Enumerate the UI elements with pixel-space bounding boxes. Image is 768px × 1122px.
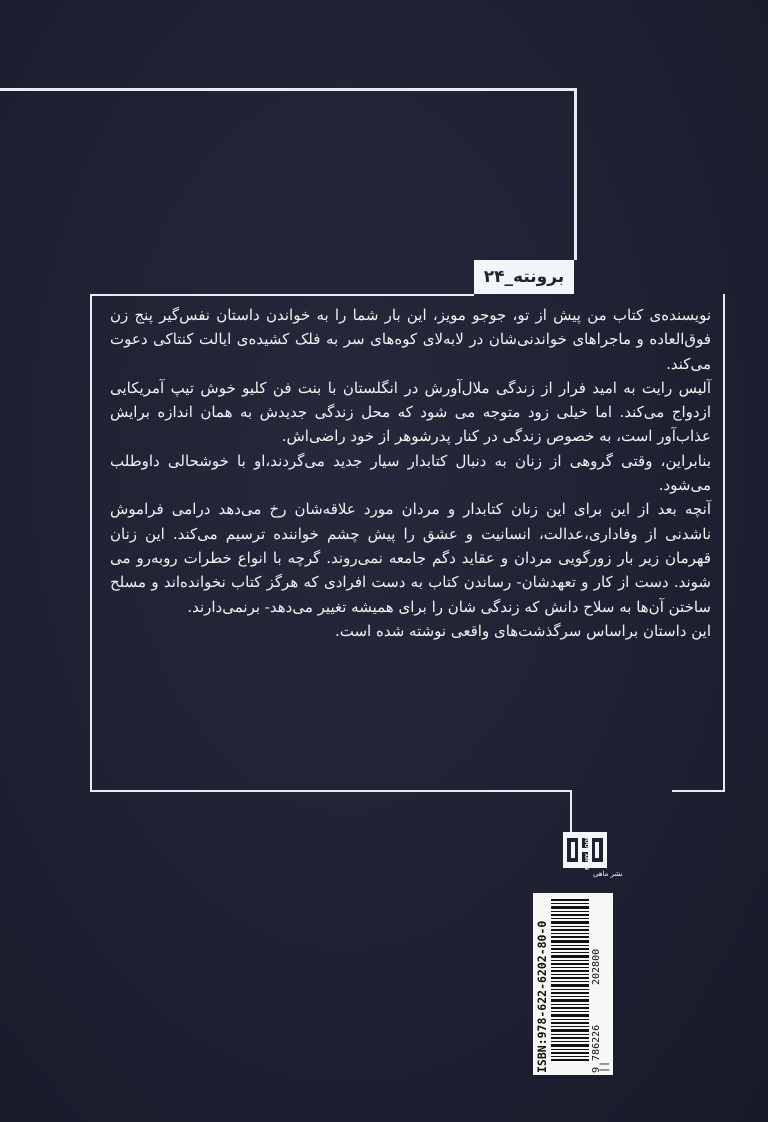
blurb-paragraph: این داستان براساس سرگذشت‌های واقعی نوشته شده است. — [334, 621, 711, 640]
blurb-paragraph: آنچه بعد از این برای این زنان کتابدار و مردان مورد علاقه‌شان رخ می‌دهد درامی فراموش ناشدنی از وفاداری،عدالت، انسانیت و عشق را پیش چشم خواننده ترسیم می‌کند. این زنان قهرمان زیر بار زورگویی مردان و عقاید دگم جامعه نمی‌روند. گرچه با انواع خطرات روبه‌رو می شوند. دست از کار و تعهدشان- رساندن کتاب به دست افرادی که هرگز کتاب نخوانده‌اند و مسلح ساختن آن‌ها به سلاح دانش که زندگی شان را برای همیشه تغییر می‌دهد- برنمی‌دارند. — [110, 500, 711, 616]
barcode-digits-left: 9 786226 — [591, 1024, 602, 1073]
publisher-logo — [563, 832, 623, 892]
blurb-paragraph: نویسنده‌ی کتاب من پیش از تو، جوجو مویز، این بار شما را به خواندن داستان نفس‌گیر پنج زن فوق‌العاده و ماجراهای خواندنی‌شان در لابه‌لای کوه‌های سر به فلک کشیده‌ی ایالت کنتاکی دعوت می‌کند. — [110, 306, 711, 373]
blurb-paragraph: آلیس رایت به امید فرار از زندگی ملال‌آورش در انگلستان با بنت فن کلیو خوش تیپ آمریکایی ازدواج می‌کند. اما خیلی زود متوجه می شود که محل زندگی جدیدش به همان اندازه برایش عذاب‌آور است، به خصوص زندگی در کنار پدرشوهر از خود راضی‌اش. — [110, 378, 711, 446]
back-cover-blurb — [92, 296, 725, 790]
isbn-text: ISBN:978-622-6202-80-0 — [535, 920, 549, 1073]
publisher-name-en: MAHY BOOK — [585, 835, 591, 870]
publisher-name-fa: نشر ماهی — [593, 870, 623, 878]
series-label: برونته_۲۴ — [474, 260, 574, 294]
frame-box-bottom-right-line — [672, 790, 725, 792]
barcode-edge-mark: || — [599, 1060, 610, 1073]
barcode — [533, 893, 613, 1075]
barcode-digits-right: 202800 — [591, 948, 602, 985]
frame-box-bottom-line — [90, 790, 572, 792]
barcode-bars — [551, 899, 589, 1063]
frame-logo-drop-line — [570, 790, 572, 832]
frame-top-line — [0, 88, 577, 91]
blurb-paragraph: بنابراین، وقتی گروهی از زنان به دنبال کتابدار سیار جدید می‌گردند،او با خوشحالی داوطلب می‌شود. — [110, 451, 711, 495]
frame-top-right-line — [574, 88, 577, 260]
